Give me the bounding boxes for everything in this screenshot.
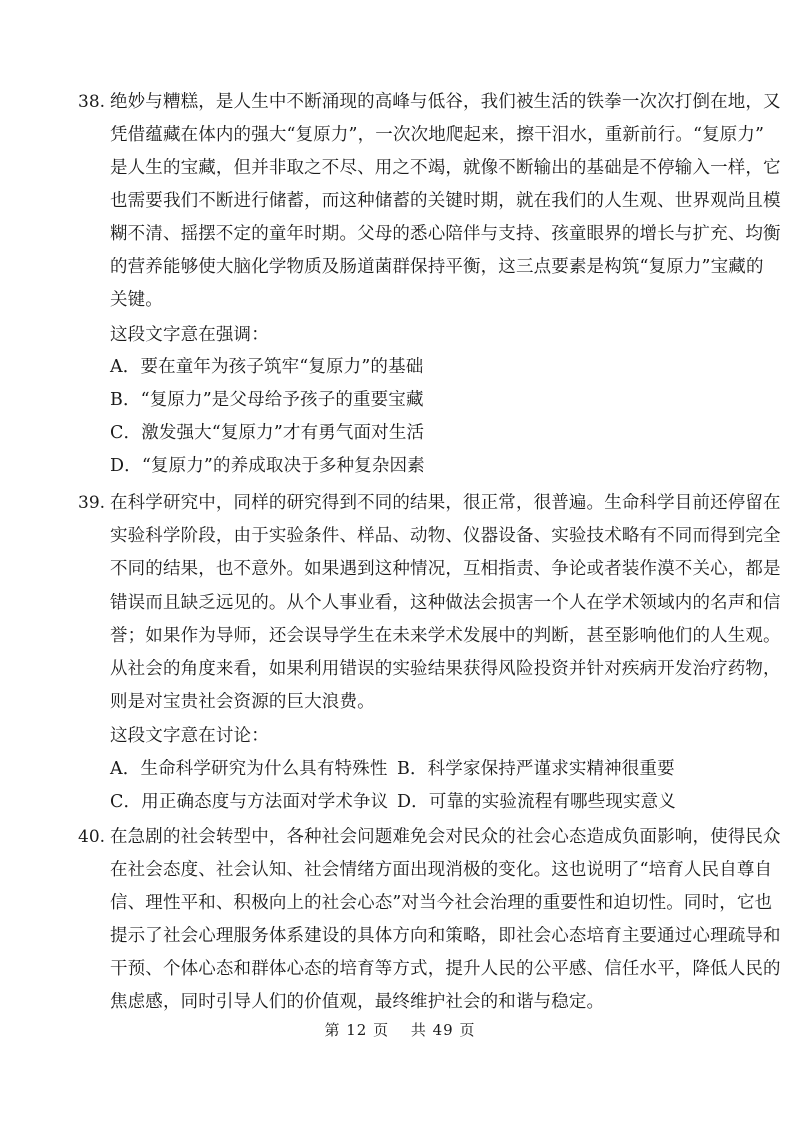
- option-c[interactable]: C．激发强大“复原力”才有勇气面对生活: [110, 423, 425, 443]
- question-prompt: 这段文字意在讨论：: [110, 726, 269, 746]
- question-text-line: 关键。: [110, 290, 163, 310]
- question-text-line: 错误而且缺乏远见的。从个人事业看，这种做法会损害一个人在学术领域内的名声和信: [110, 593, 781, 613]
- option-b[interactable]: B．科学家保持严谨求实精神很重要: [397, 759, 675, 779]
- question-number: 38.: [78, 92, 106, 112]
- option-d[interactable]: D．“复原力”的养成取决于多种复杂因素: [110, 456, 425, 476]
- question-text-line: 在急剧的社会转型中，各种社会问题难免会对民众的社会心态造成负面影响，使得民众: [110, 827, 781, 847]
- question-text-line: 糊不清、摇摆不定的童年时期。父母的悉心陪伴与支持、孩童眼界的增长与扩充、均衡: [110, 224, 781, 244]
- question-text-line: 凭借蕴藏在体内的强大“复原力”，一次次地爬起来，擦干泪水，重新前行。“复原力”: [110, 125, 765, 145]
- option-c[interactable]: C．用正确态度与方法面对学术争议: [110, 792, 389, 812]
- question-text-line: 的营养能够使大脑化学物质及肠道菌群保持平衡，这三点要素是构筑“复原力”宝藏的: [110, 257, 764, 277]
- question-text-line: 也需要我们不断进行储蓄，而这种储蓄的关键时期，就在我们的人生观、世界观尚且模: [110, 191, 781, 211]
- question-text-line: 焦虑感，同时引导人们的价值观，最终维护社会的和谐与稳定。: [110, 992, 605, 1012]
- question-text-line: 在社会态度、社会认知、社会情绪方面出现消极的变化。这也说明了“培育人民自尊自: [110, 860, 773, 880]
- question-text-line: 则是对宝贵社会资源的巨大浪费。: [110, 692, 375, 712]
- question-number: 40.: [78, 827, 106, 847]
- question-text-line: 绝妙与糟糕，是人生中不断涌现的高峰与低谷，我们被生活的铁拳一次次打倒在地，又: [110, 92, 781, 112]
- question-text-line: 提示了社会心理服务体系建设的具体方向和策略，即社会心态培育主要通过心理疏导和: [110, 926, 781, 946]
- option-a[interactable]: A．要在童年为孩子筑牢“复原力”的基础: [110, 357, 424, 377]
- option-a[interactable]: A．生命科学研究为什么具有特殊性: [110, 759, 388, 779]
- question-text-line: 是人生的宝藏，但并非取之不尽、用之不竭，就像不断输出的基础是不停输入一样，它: [110, 158, 781, 178]
- question-text-line: 从社会的角度来看，如果利用错误的实验结果获得风险投资并针对疾病开发治疗药物，: [110, 659, 781, 679]
- page-footer: 第 12 页 共 49 页: [324, 1021, 476, 1039]
- question-text-line: 不同的结果，也不意外。如果遇到这种情况，互相指责、争论或者装作漠不关心，都是: [110, 559, 781, 579]
- question-text-line: 实验科学阶段，由于实验条件、样品、动物、仪器设备、实验技术略有不同而得到完全: [110, 526, 781, 546]
- question-text-line: 信、理性平和、积极向上的社会心态”对当今社会治理的重要性和迫切性。同时，它也: [110, 893, 773, 913]
- question-text-line: 干预、个体心态和群体心态的培育等方式，提升人民的公平感、信任水平，降低人民的: [110, 959, 781, 979]
- question-prompt: 这段文字意在强调：: [110, 325, 269, 345]
- question-number: 39.: [78, 493, 106, 513]
- option-b[interactable]: B．“复原力”是父母给予孩子的重要宝藏: [110, 390, 424, 410]
- question-text-line: 在科学研究中，同样的研究得到不同的结果，很正常，很普遍。生命科学目前还停留在: [110, 493, 781, 513]
- question-text-line: 誉；如果作为导师，还会误导学生在未来学术发展中的判断，甚至影响他们的人生观。: [110, 626, 781, 646]
- option-d[interactable]: D．可靠的实验流程有哪些现实意义: [397, 792, 676, 812]
